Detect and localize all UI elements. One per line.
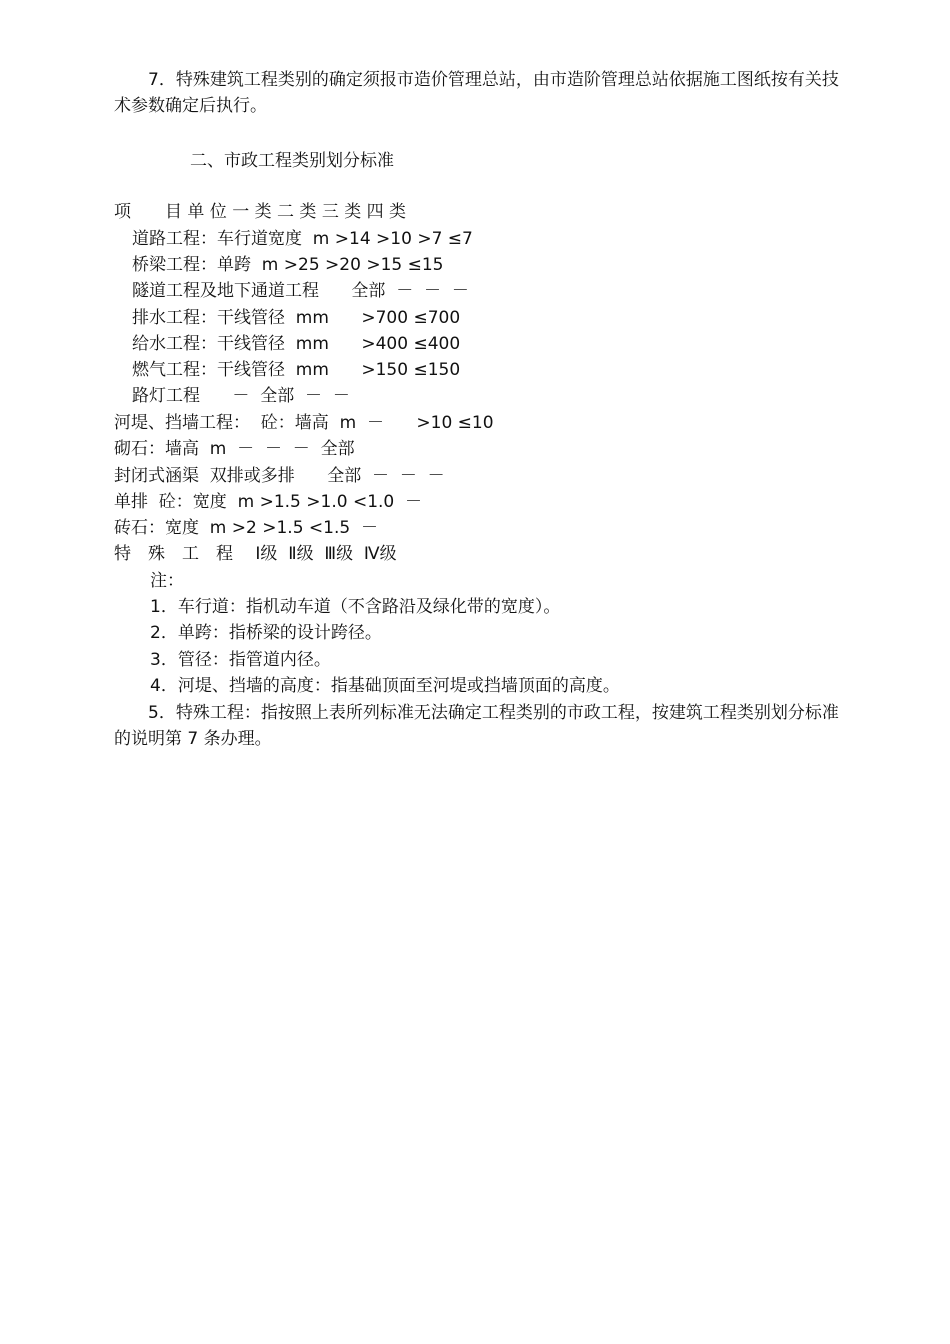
table-row-water-supply: 给水工程：干线管径 mm >400 ≤400: [132, 334, 461, 354]
note-item-4: 4．河堤、挡墙的高度：指基础顶面至河堤或挡墙顶面的高度。: [150, 676, 620, 696]
table-row-road: 道路工程：车行道宽度 m >14 >10 >7 ≤7: [132, 229, 473, 249]
table-row-tunnel: 隧道工程及地下通道工程 全部 － － －: [132, 281, 469, 301]
table-row-street-light: 路灯工程 － 全部 － －: [132, 386, 350, 406]
table-row-bridge: 桥梁工程：单跨 m >25 >20 >15 ≤15: [132, 255, 444, 275]
note-item-3: 3．管径：指管道内径。: [150, 650, 331, 670]
table-row-culvert-single-concrete: 单排 砼：宽度 m >1.5 >1.0 <1.0 －: [114, 492, 423, 512]
section-title: 二、市政工程类别划分标准: [190, 151, 394, 171]
table-row-special: 特 殊 工 程 Ⅰ级 Ⅱ级 Ⅲ级 Ⅳ级: [114, 544, 397, 564]
note-item-2: 2．单跨：指桥梁的设计跨径。: [150, 623, 382, 643]
table-row-embankment-concrete: 河堤、挡墙工程： 砼：墙高 m － >10 ≤10: [114, 413, 494, 433]
note-item-5: 5．特殊工程：指按照上表所列标准无法确定工程类别的市政工程，按建筑工程类别划分标准的说明第 7 条办理。: [114, 703, 839, 749]
table-row-culvert-double: 封闭式涵渠 双排或多排 全部 － － －: [114, 466, 445, 486]
note-item-1: 1．车行道：指机动车道（不含路沿及绿化带的宽度）。: [150, 597, 561, 617]
table-row-drainage: 排水工程：干线管径 mm >700 ≤700: [132, 308, 461, 328]
intro-item-7: 7．特殊建筑工程类别的确定须报市造价管理总站，由市造阶管理总站依据施工图纸按有关技术参数确定后执行。: [114, 70, 839, 116]
table-row-culvert-brick: 砖石：宽度 m >2 >1.5 <1.5 －: [114, 518, 379, 538]
table-header-row: 项 目 单 位 一 类 二 类 三 类 四 类: [114, 202, 407, 222]
notes-heading: 注：: [150, 571, 184, 591]
table-row-gas: 燃气工程：干线管径 mm >150 ≤150: [132, 360, 461, 380]
table-row-embankment-masonry: 砌石：墙高 m － － － 全部: [114, 439, 355, 459]
